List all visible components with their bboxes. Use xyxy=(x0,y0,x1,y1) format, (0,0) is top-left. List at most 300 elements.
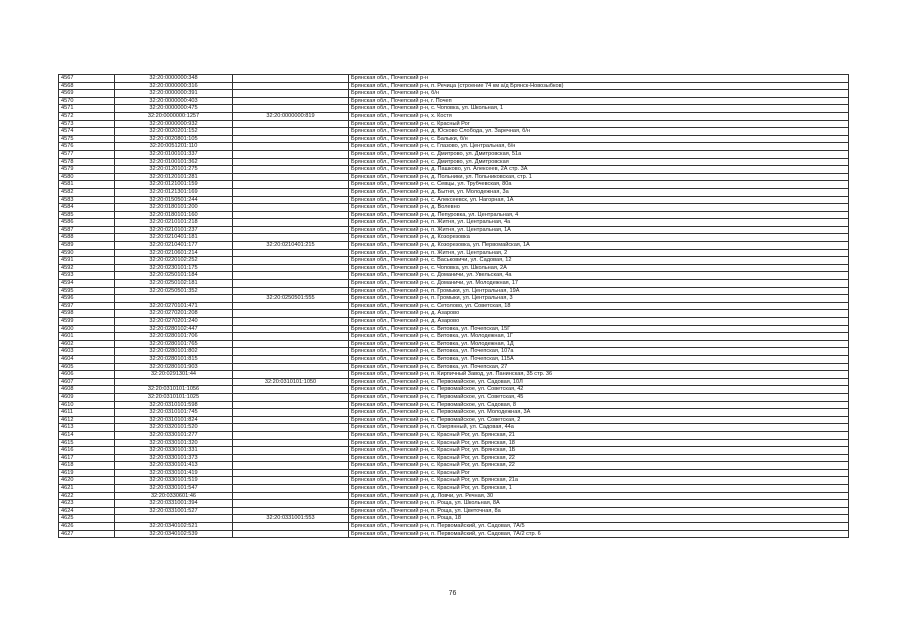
cell-cad1: 32:20:0121001:159 xyxy=(115,181,233,189)
cell-cad2 xyxy=(233,310,349,318)
cell-addr: Брянская обл., Почепский р-н, с. Первомайское, ул. Советская, 42 xyxy=(349,386,849,394)
cell-addr: Брянская обл., Почепский р-н, с. Витовка, ул. Почепская, 115А xyxy=(349,355,849,363)
cell-cad1: 32:20:0330101:331 xyxy=(115,447,233,455)
cell-cad2 xyxy=(233,523,349,531)
cell-num: 4599 xyxy=(59,318,115,326)
cell-cad1: 32:20:0340102:539 xyxy=(115,530,233,538)
table-row xyxy=(59,166,849,174)
cell-addr: Брянская обл., Почепский р-н, д. Бытня, ул. Молодежная, 3а xyxy=(349,188,849,196)
table-row xyxy=(59,363,849,371)
cell-cad2 xyxy=(233,462,349,470)
cell-addr: Брянская обл., Почепский р-н, с. Витовка, ул. Почепская, 107а xyxy=(349,348,849,356)
cell-cad1: 32:20:0020201:152 xyxy=(115,128,233,136)
cell-num: 4573 xyxy=(59,120,115,128)
cell-cad1: 32:20:0000000:1257 xyxy=(115,112,233,120)
cell-cad1: 32:20:0330101:320 xyxy=(115,439,233,447)
cell-cad1: 32:20:0120101:275 xyxy=(115,166,233,174)
cell-addr: Брянская обл., Почепский р-н, п. Житня, ул. Центральная, 2 xyxy=(349,249,849,257)
cell-cad2 xyxy=(233,424,349,432)
table-row xyxy=(59,424,849,432)
cell-num: 4606 xyxy=(59,371,115,379)
cell-cad2 xyxy=(233,325,349,333)
cell-addr: Брянская обл., Почепский р-н, с. Дмитрово, ул. Дмитровская, 51а xyxy=(349,150,849,158)
cell-addr: Брянская обл., Почепский р-н, п. Громыки, ул. Центральная, 19А xyxy=(349,287,849,295)
cell-cad1: 32:20:0320101:520 xyxy=(115,424,233,432)
cell-cad1: 32:20:0121301:169 xyxy=(115,188,233,196)
cell-cad2: 32:20:0000000:819 xyxy=(233,112,349,120)
cell-addr: Брянская обл., Почепский р-н, п. Первомайский, ул. Садовая, 7А/2 стр. 6 xyxy=(349,530,849,538)
cell-num: 4585 xyxy=(59,211,115,219)
cell-cad2 xyxy=(233,340,349,348)
cell-cad1: 32:20:0330101:277 xyxy=(115,431,233,439)
cell-cad1: 32:20:0120101:281 xyxy=(115,173,233,181)
cell-addr: Брянская обл., Почепский р-н, с. Красный Рог, ул. Брянская, 1 xyxy=(349,485,849,493)
table-row xyxy=(59,492,849,500)
cell-num: 4598 xyxy=(59,310,115,318)
cell-cad2 xyxy=(233,105,349,113)
table-row xyxy=(59,173,849,181)
cell-num: 4580 xyxy=(59,173,115,181)
table-row xyxy=(59,120,849,128)
cell-cad2 xyxy=(233,264,349,272)
cell-num: 4594 xyxy=(59,280,115,288)
table-row xyxy=(59,158,849,166)
cell-cad1: 32:20:0100101:337 xyxy=(115,150,233,158)
cell-cad2 xyxy=(233,128,349,136)
cell-num: 4609 xyxy=(59,393,115,401)
cell-addr: Брянская обл., Почепский р-н, п. Житня, ул. Центральная, 1А xyxy=(349,226,849,234)
cell-cad1: 32:20:0000000:316 xyxy=(115,82,233,90)
cell-cad1: 32:20:0020801:105 xyxy=(115,135,233,143)
table-row xyxy=(59,242,849,250)
cell-addr: Брянская обл., Почепский р-н, с. Красный Рог, ул. Брянская, 21а xyxy=(349,477,849,485)
cell-cad1: 32:20:0280101:815 xyxy=(115,355,233,363)
property-table xyxy=(58,74,849,538)
cell-cad1: 32:20:0000000:403 xyxy=(115,97,233,105)
cell-addr: Брянская обл., Почепский р-н, с. Балыки, б/н xyxy=(349,135,849,143)
cell-cad2 xyxy=(233,401,349,409)
cell-cad1: 32:20:0180101:160 xyxy=(115,211,233,219)
cell-num: 4595 xyxy=(59,287,115,295)
table-row xyxy=(59,257,849,265)
cell-addr: Брянская обл., Почепский р-н, с. Чоповка, ул. Школьная, 2А xyxy=(349,264,849,272)
cell-num: 4617 xyxy=(59,454,115,462)
cell-cad1: 32:20:0331001:527 xyxy=(115,507,233,515)
cell-cad2 xyxy=(233,348,349,356)
cell-cad2 xyxy=(233,211,349,219)
page-number: 76 xyxy=(448,590,457,597)
cell-num: 4621 xyxy=(59,485,115,493)
cell-addr: Брянская обл., Почепский р-н, п. Роща, ул. Школьная, 8А xyxy=(349,500,849,508)
cell-num: 4597 xyxy=(59,302,115,310)
cell-num: 4604 xyxy=(59,355,115,363)
cell-num: 4612 xyxy=(59,416,115,424)
cell-addr: Брянская обл., Почепский р-н, с. Первомайское, ул. Садовая, 10Л xyxy=(349,378,849,386)
table-row xyxy=(59,469,849,477)
cell-cad1: 32:20:0340102:521 xyxy=(115,523,233,531)
cell-cad2 xyxy=(233,371,349,379)
cell-cad2 xyxy=(233,158,349,166)
table-row xyxy=(59,264,849,272)
table-row xyxy=(59,188,849,196)
cell-cad1 xyxy=(115,378,233,386)
cell-num: 4591 xyxy=(59,257,115,265)
cell-cad2 xyxy=(233,447,349,455)
table-row xyxy=(59,333,849,341)
table-body xyxy=(59,75,849,538)
cell-num: 4613 xyxy=(59,424,115,432)
cell-cad2 xyxy=(233,333,349,341)
cell-num: 4581 xyxy=(59,181,115,189)
cell-num: 4601 xyxy=(59,333,115,341)
table-row xyxy=(59,386,849,394)
cell-cad2: 32:20:0331001:553 xyxy=(233,515,349,523)
table-row xyxy=(59,340,849,348)
cell-cad2 xyxy=(233,181,349,189)
cell-addr: Брянская обл., Почепский р-н, с. Севцы, ул. Трубчевская, 80а xyxy=(349,181,849,189)
cell-num: 4596 xyxy=(59,295,115,303)
cell-cad2 xyxy=(233,363,349,371)
cell-addr: Брянская обл., Почепский р-н, с. Красный Рог, ул. Брянская, 18 xyxy=(349,439,849,447)
table-row xyxy=(59,181,849,189)
cell-cad2 xyxy=(233,355,349,363)
cell-num: 4615 xyxy=(59,439,115,447)
table-row xyxy=(59,75,849,83)
table-row xyxy=(59,128,849,136)
cell-addr: Брянская обл., Почепский р-н, д. Козорезовка, ул. Первомайская, 1А xyxy=(349,242,849,250)
cell-cad2 xyxy=(233,492,349,500)
cell-addr: Брянская обл., Почепский р-н, с. Красный Рог, ул. Брянская, 1Б xyxy=(349,447,849,455)
cell-cad2 xyxy=(233,530,349,538)
cell-addr: Брянская обл., Почепский р-н, п. Громыки, ул. Центральная, 3 xyxy=(349,295,849,303)
cell-cad2 xyxy=(233,469,349,477)
cell-num: 4625 xyxy=(59,515,115,523)
table-row xyxy=(59,355,849,363)
cell-num: 4619 xyxy=(59,469,115,477)
cell-addr: Брянская обл., Почепский р-н, п. Озерянный, ул. Садовая, 44а xyxy=(349,424,849,432)
cell-cad2 xyxy=(233,507,349,515)
table-row xyxy=(59,462,849,470)
cell-num: 4567 xyxy=(59,75,115,83)
table-row xyxy=(59,378,849,386)
cell-cad2 xyxy=(233,82,349,90)
table-row xyxy=(59,401,849,409)
table-row xyxy=(59,325,849,333)
table-row xyxy=(59,287,849,295)
cell-cad2 xyxy=(233,393,349,401)
cell-addr: Брянская обл., Почепский р-н, д. Козорезовка xyxy=(349,234,849,242)
cell-num: 4579 xyxy=(59,166,115,174)
cell-addr: Брянская обл., Почепский р-н, б/н xyxy=(349,90,849,98)
cell-cad1: 32:20:0250101:184 xyxy=(115,272,233,280)
table-row xyxy=(59,196,849,204)
cell-num: 4571 xyxy=(59,105,115,113)
cell-addr: Брянская обл., Почепский р-н, с. Красный Рог, ул. Брянская, 21 xyxy=(349,431,849,439)
table-row xyxy=(59,234,849,242)
cell-num: 4623 xyxy=(59,500,115,508)
cell-cad2 xyxy=(233,272,349,280)
table-row xyxy=(59,211,849,219)
cell-addr: Брянская обл., Почепский р-н, с. Первомайское, ул. Молодежная, 3А xyxy=(349,409,849,417)
cell-cad1: 32:20:0000000:475 xyxy=(115,105,233,113)
cell-cad1: 32:20:0210401:181 xyxy=(115,234,233,242)
cell-cad1 xyxy=(115,295,233,303)
cell-cad1 xyxy=(115,515,233,523)
cell-num: 4582 xyxy=(59,188,115,196)
cell-num: 4592 xyxy=(59,264,115,272)
table-row xyxy=(59,272,849,280)
cell-addr: Брянская обл., Почепский р-н, с. Глазово, ул. Центральная, б/н xyxy=(349,143,849,151)
cell-cad1: 32:20:0330101:519 xyxy=(115,477,233,485)
cell-cad1: 32:20:0230101:175 xyxy=(115,264,233,272)
cell-num: 4584 xyxy=(59,204,115,212)
cell-addr: Брянская обл., Почепский р-н, с. Красный Рог xyxy=(349,120,849,128)
cell-cad2 xyxy=(233,219,349,227)
cell-cad2 xyxy=(233,439,349,447)
cell-cad2 xyxy=(233,204,349,212)
cell-cad2 xyxy=(233,409,349,417)
cell-cad1: 32:20:0330101:413 xyxy=(115,462,233,470)
cell-cad2 xyxy=(233,257,349,265)
table-row xyxy=(59,485,849,493)
cell-addr: Брянская обл., Почепский р-н, с. Витовка, ул. Почепская, 27 xyxy=(349,363,849,371)
table-row xyxy=(59,409,849,417)
cell-addr: Брянская обл., Почепский р-н, д. Пепуровка, ул. Центральная, 4 xyxy=(349,211,849,219)
cell-cad2: 32:20:0250501:555 xyxy=(233,295,349,303)
cell-cad1: 32:20:0000000:932 xyxy=(115,120,233,128)
cell-cad1: 32:20:0000000:391 xyxy=(115,90,233,98)
cell-addr: Брянская обл., Почепский р-н, с. Витовка, ул. Молодежная, 1Д xyxy=(349,340,849,348)
table-row xyxy=(59,318,849,326)
cell-num: 4622 xyxy=(59,492,115,500)
cell-num: 4618 xyxy=(59,462,115,470)
cell-num: 4603 xyxy=(59,348,115,356)
table-row xyxy=(59,310,849,318)
cell-cad1: 32:20:0250501:352 xyxy=(115,287,233,295)
cell-num: 4627 xyxy=(59,530,115,538)
cell-cad1: 32:20:0270201:208 xyxy=(115,310,233,318)
cell-num: 4610 xyxy=(59,401,115,409)
cell-addr: Брянская обл., Почепский р-н, п. Житня, ул. Центральная, 4а xyxy=(349,219,849,227)
cell-cad1: 32:20:0210101:237 xyxy=(115,226,233,234)
cell-cad1: 32:20:0330101:419 xyxy=(115,469,233,477)
cell-num: 4583 xyxy=(59,196,115,204)
cell-cad1: 32:20:0310101:1056 xyxy=(115,386,233,394)
table-row xyxy=(59,249,849,257)
cell-cad2 xyxy=(233,287,349,295)
cell-cad1: 32:20:0210601:214 xyxy=(115,249,233,257)
cell-cad2 xyxy=(233,173,349,181)
cell-num: 4602 xyxy=(59,340,115,348)
cell-addr: Брянская обл., Почепский р-н, с. Красный Рог xyxy=(349,469,849,477)
table-row xyxy=(59,204,849,212)
cell-cad2 xyxy=(233,75,349,83)
table-row xyxy=(59,371,849,379)
cell-num: 4608 xyxy=(59,386,115,394)
cell-addr: Брянская обл., Почепский р-н, п. Первомайский, ул. Садовая, 7А/5 xyxy=(349,523,849,531)
table-row xyxy=(59,431,849,439)
cell-cad2: 32:20:0310101:1050 xyxy=(233,378,349,386)
cell-cad1: 32:20:0280101:903 xyxy=(115,363,233,371)
table-row xyxy=(59,523,849,531)
cell-addr: Брянская обл., Почепский р-н, с. Первомайское, ул. Советская, 2 xyxy=(349,416,849,424)
cell-addr: Брянская обл., Почепский р-н, с. Дмитрово, ул. Дмитровская xyxy=(349,158,849,166)
cell-addr: Брянская обл., Почепский р-н, с. Доманичи, ул. Молодежная, 17 xyxy=(349,280,849,288)
cell-num: 4607 xyxy=(59,378,115,386)
cell-cad1: 32:20:0310101:745 xyxy=(115,409,233,417)
table-row xyxy=(59,447,849,455)
cell-num: 4575 xyxy=(59,135,115,143)
cell-addr: Брянская обл., Почепский р-н, д. Азарово xyxy=(349,318,849,326)
cell-addr: Брянская обл., Почепский р-н, с. Чоповка, ул. Школьная, 1 xyxy=(349,105,849,113)
table-row xyxy=(59,507,849,515)
cell-addr: Брянская обл., Почепский р-н, г. Почеп xyxy=(349,97,849,105)
table-row xyxy=(59,439,849,447)
cell-cad2 xyxy=(233,120,349,128)
cell-cad1: 32:20:0291301:44 xyxy=(115,371,233,379)
cell-cad2 xyxy=(233,234,349,242)
cell-cad1: 32:20:0331001:394 xyxy=(115,500,233,508)
cell-addr: Брянская обл., Почепский р-н, д. Юсково Слобода, ул. Заречная, б/н xyxy=(349,128,849,136)
cell-cad2 xyxy=(233,302,349,310)
cell-addr: Брянская обл., Почепский р-н, д. Польники, ул. Польниковская, стр. 1 xyxy=(349,173,849,181)
cell-cad1: 32:20:0310101:824 xyxy=(115,416,233,424)
cell-cad2 xyxy=(233,280,349,288)
cell-cad2 xyxy=(233,166,349,174)
cell-addr: Брянская обл., Почепский р-н, п. Речица (строение 74 км а/д Брянск-Новозыбков) xyxy=(349,82,849,90)
cell-cad1: 32:20:0270201:240 xyxy=(115,318,233,326)
cell-num: 4570 xyxy=(59,97,115,105)
cell-cad2 xyxy=(233,97,349,105)
cell-num: 4626 xyxy=(59,523,115,531)
cell-num: 4611 xyxy=(59,409,115,417)
cell-cad2 xyxy=(233,477,349,485)
cell-cad1: 32:20:0330601:46 xyxy=(115,492,233,500)
cell-num: 4593 xyxy=(59,272,115,280)
table-row xyxy=(59,226,849,234)
cell-cad1: 32:20:0280101:802 xyxy=(115,348,233,356)
cell-cad1: 32:20:0310101:1025 xyxy=(115,393,233,401)
cell-num: 4576 xyxy=(59,143,115,151)
cell-addr: Брянская обл., Почепский р-н, с. Алексеевск, ул. Нагорная, 1А xyxy=(349,196,849,204)
cell-addr: Брянская обл., Почепский р-н, с. Первомайское, ул. Советская, 45 xyxy=(349,393,849,401)
cell-cad2 xyxy=(233,90,349,98)
cell-num: 4590 xyxy=(59,249,115,257)
cell-cad2: 32:20:0210401:215 xyxy=(233,242,349,250)
cell-cad1: 32:20:0100101:362 xyxy=(115,158,233,166)
cell-addr: Брянская обл., Почепский р-н, с. Витовка, ул. Почепская, 15Г xyxy=(349,325,849,333)
cell-addr: Брянская обл., Почепский р-н, с. Доманичи, ул. Увельская, 4а xyxy=(349,272,849,280)
cell-cad2 xyxy=(233,249,349,257)
cell-cad2 xyxy=(233,485,349,493)
table-row xyxy=(59,150,849,158)
table-row xyxy=(59,219,849,227)
table-row xyxy=(59,295,849,303)
cell-cad1: 32:20:0280102:447 xyxy=(115,325,233,333)
cell-cad1: 32:20:0220102:252 xyxy=(115,257,233,265)
cell-num: 4620 xyxy=(59,477,115,485)
cell-cad1: 32:20:0000000:348 xyxy=(115,75,233,83)
cell-addr: Брянская обл., Почепский р-н, с. Витовка, ул. Молодежная, 1Г xyxy=(349,333,849,341)
table-row xyxy=(59,454,849,462)
cell-addr: Брянская обл., Почепский р-н, п. Роща, 18 xyxy=(349,515,849,523)
table-row xyxy=(59,143,849,151)
cell-cad1: 32:20:0250102:181 xyxy=(115,280,233,288)
table-row xyxy=(59,97,849,105)
cell-addr: Брянская обл., Почепский р-н, д. Пашково, ул. Алексеев, 2А стр. 3А xyxy=(349,166,849,174)
cell-num: 4586 xyxy=(59,219,115,227)
cell-cad2 xyxy=(233,143,349,151)
cell-num: 4569 xyxy=(59,90,115,98)
table-row xyxy=(59,280,849,288)
cell-cad1: 32:20:0270101:471 xyxy=(115,302,233,310)
cell-cad1: 32:20:0051201:110 xyxy=(115,143,233,151)
cell-addr: Брянская обл., Почепский р-н, с. Васьковичи, ул. Садовая, 12 xyxy=(349,257,849,265)
cell-cad1: 32:20:0280101:706 xyxy=(115,333,233,341)
cell-num: 4574 xyxy=(59,128,115,136)
cell-num: 4568 xyxy=(59,82,115,90)
cell-num: 4589 xyxy=(59,242,115,250)
cell-cad1: 32:20:0280101:765 xyxy=(115,340,233,348)
cell-cad2 xyxy=(233,431,349,439)
cell-cad1: 32:20:0180101:200 xyxy=(115,204,233,212)
table-row xyxy=(59,302,849,310)
cell-cad1: 32:20:0310101:598 xyxy=(115,401,233,409)
cell-addr: Брянская обл., Почепский р-н, п. Роща, ул. Цветочная, 8а xyxy=(349,507,849,515)
table-row xyxy=(59,500,849,508)
cell-num: 4624 xyxy=(59,507,115,515)
table-row xyxy=(59,112,849,120)
table-row xyxy=(59,105,849,113)
cell-cad2 xyxy=(233,196,349,204)
cell-num: 4587 xyxy=(59,226,115,234)
table-row xyxy=(59,82,849,90)
cell-num: 4600 xyxy=(59,325,115,333)
cell-addr: Брянская обл., Почепский р-н, п. Кирпичный Завод, ул. Панинская, 35 стр. 36 xyxy=(349,371,849,379)
cell-num: 4588 xyxy=(59,234,115,242)
table-row xyxy=(59,477,849,485)
cell-cad2 xyxy=(233,318,349,326)
cell-cad1: 32:20:0210101:218 xyxy=(115,219,233,227)
cell-addr: Брянская обл., Почепский р-н, д. Волевно xyxy=(349,204,849,212)
cell-cad2 xyxy=(233,226,349,234)
cell-addr: Брянская обл., Почепский р-н, д. Ловчи, ул. Речная, 30 xyxy=(349,492,849,500)
cell-num: 4614 xyxy=(59,431,115,439)
cell-num: 4605 xyxy=(59,363,115,371)
cell-cad1: 32:20:0150501:244 xyxy=(115,196,233,204)
cell-addr: Брянская обл., Почепский р-н, с. Сетолово, ул. Советская, 18 xyxy=(349,302,849,310)
cell-addr: Брянская обл., Почепский р-н, с. Первомайское, ул. Садовая, 8 xyxy=(349,401,849,409)
cell-cad2 xyxy=(233,416,349,424)
cell-cad2 xyxy=(233,386,349,394)
cell-cad2 xyxy=(233,150,349,158)
table-row xyxy=(59,90,849,98)
cell-cad1: 32:20:0210401:177 xyxy=(115,242,233,250)
cell-addr: Брянская обл., Почепский р-н, х. Костя xyxy=(349,112,849,120)
cell-cad1: 32:20:0330101:547 xyxy=(115,485,233,493)
cell-cad2 xyxy=(233,500,349,508)
cell-cad2 xyxy=(233,454,349,462)
cell-num: 4616 xyxy=(59,447,115,455)
cell-cad2 xyxy=(233,135,349,143)
table-row xyxy=(59,515,849,523)
cell-addr: Брянская обл., Почепский р-н xyxy=(349,75,849,83)
table-row xyxy=(59,348,849,356)
table-row xyxy=(59,416,849,424)
cell-num: 4572 xyxy=(59,112,115,120)
cell-addr: Брянская обл., Почепский р-н, с. Красный Рог, ул. Брянская, 22 xyxy=(349,462,849,470)
cell-addr: Брянская обл., Почепский р-н, с. Красный Рог, ул. Брянская, 22 xyxy=(349,454,849,462)
